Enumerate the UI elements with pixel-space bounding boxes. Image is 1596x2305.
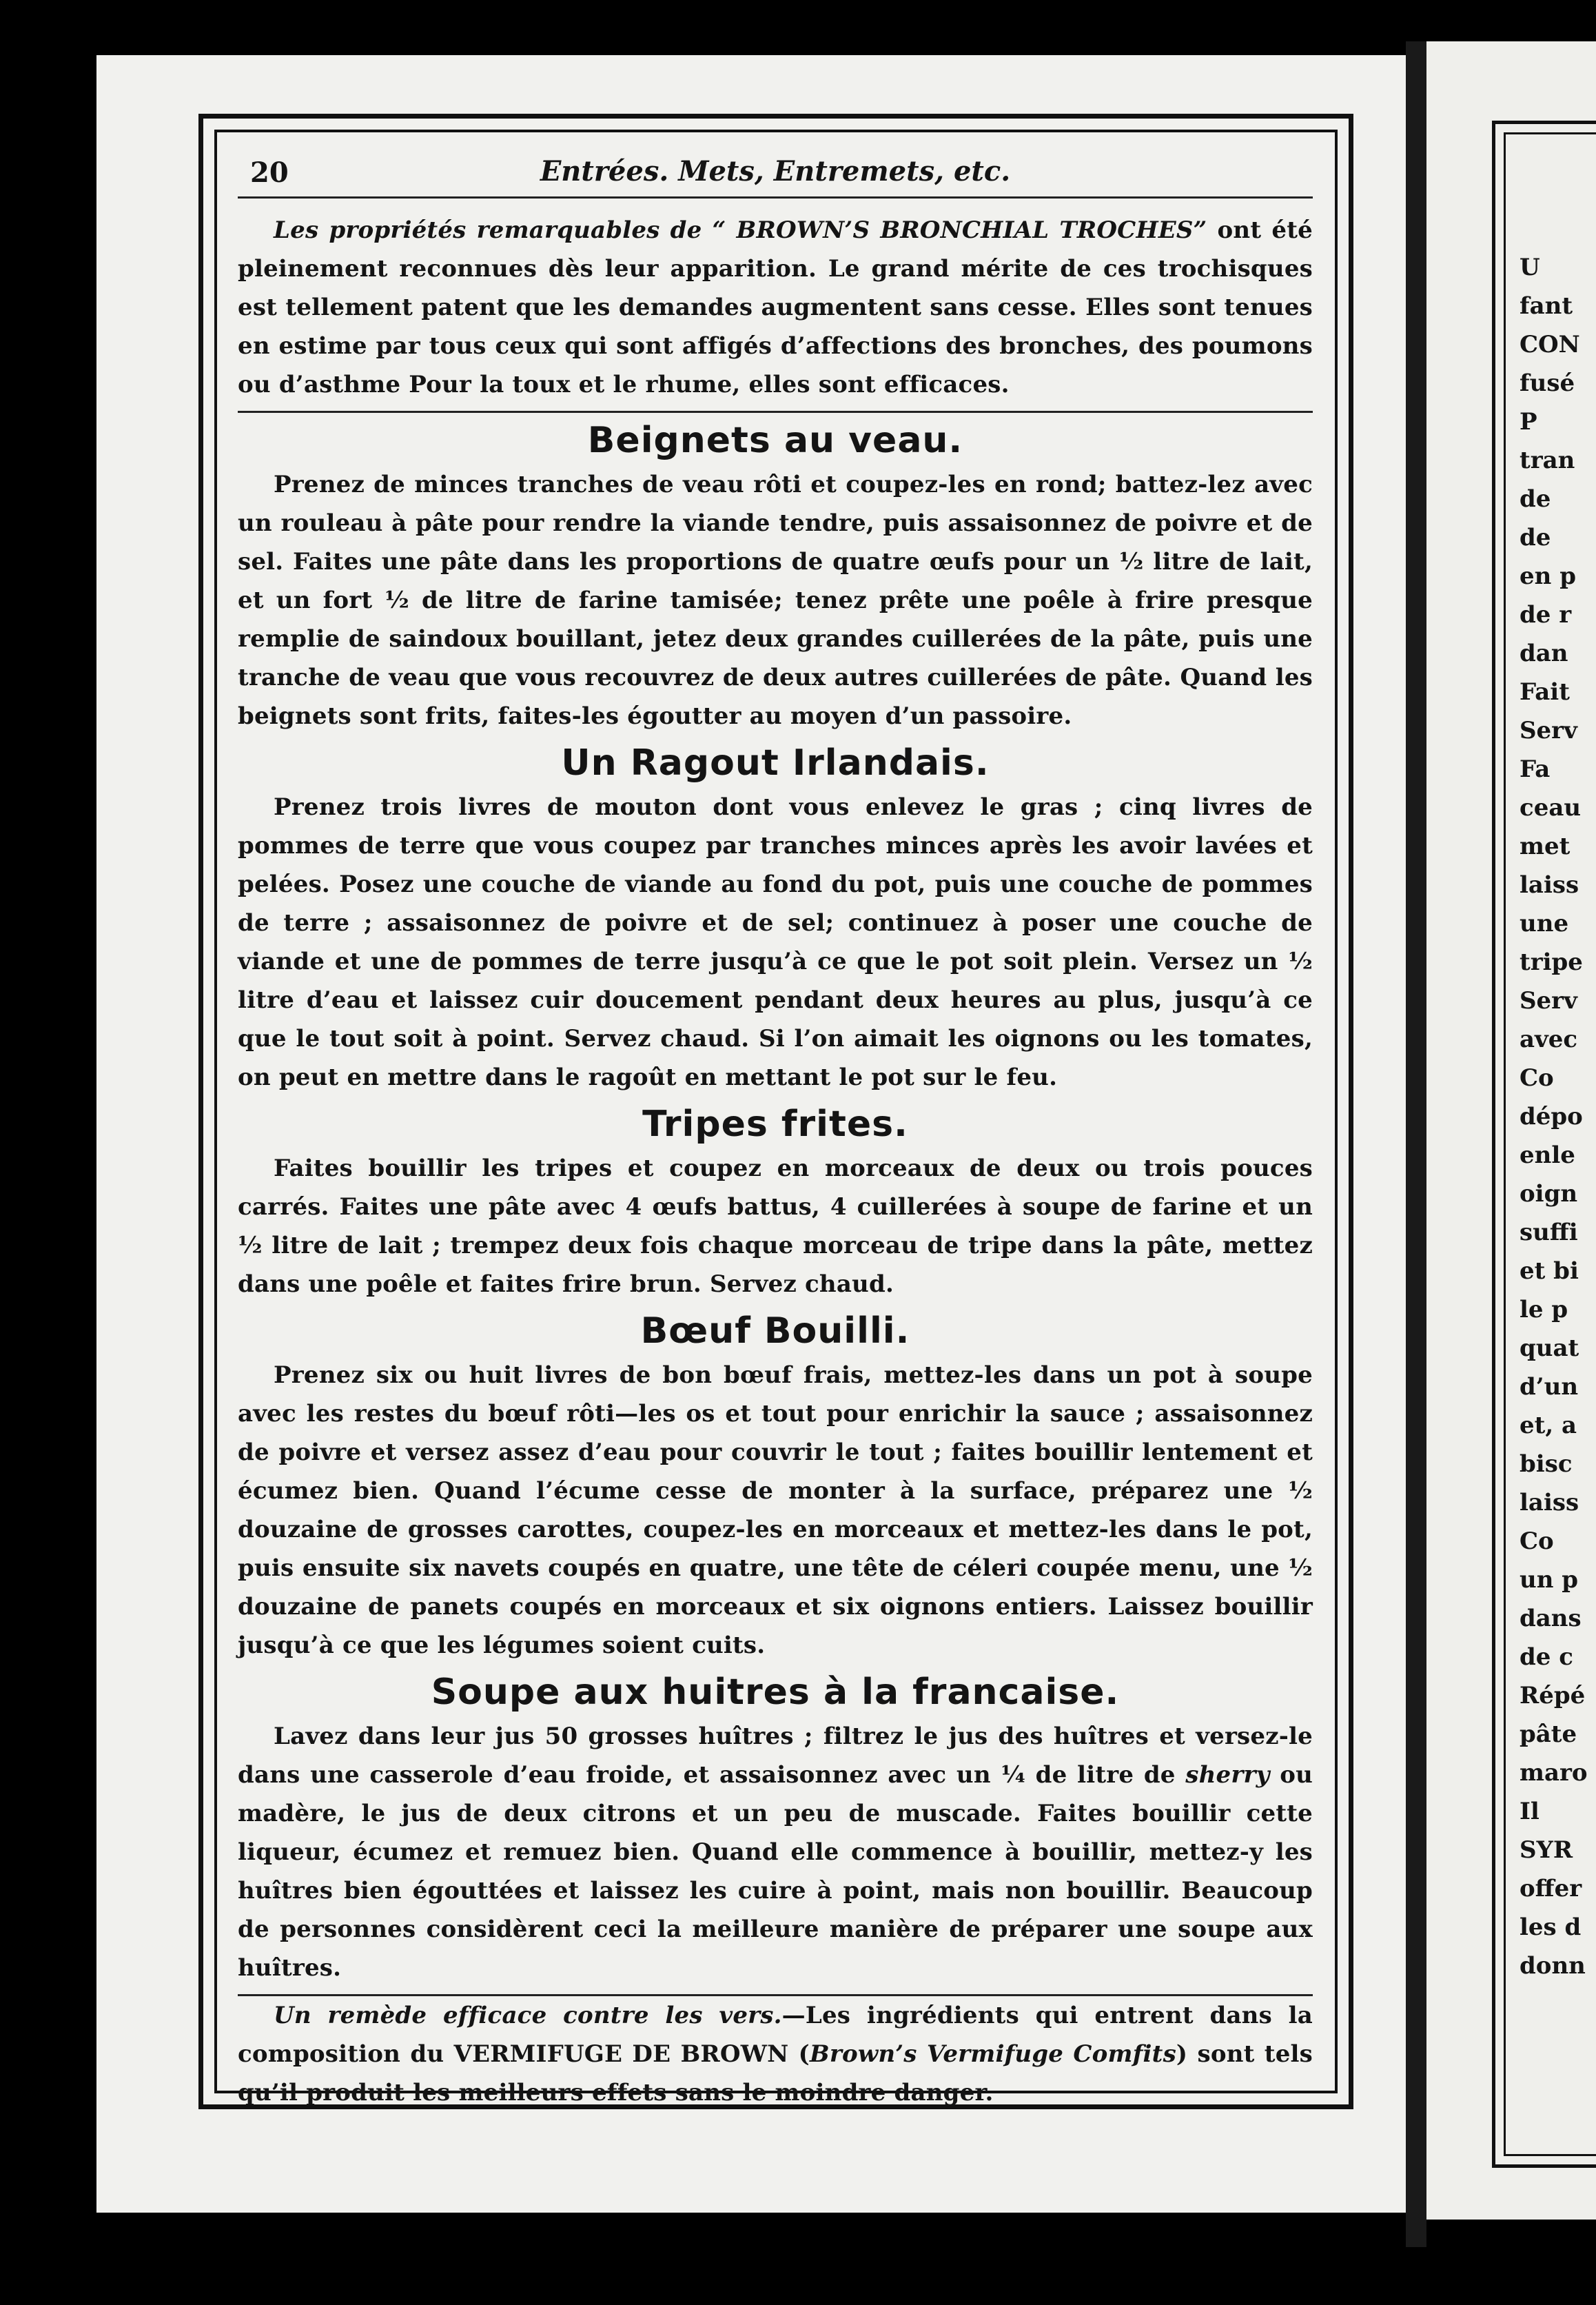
recipe-text: Prenez trois livres de mouton dont vous enlevez le gras ; cinq livres de pommes de terre que vous coupez par tranches minces après les avoir lavées et pelées. Posez une couche de viande au fond du pot, puis une couche de pommes de terre ; assaisonnez de poivre et de sel; continuez à poser une couche de viande et une de pommes de terre jusqu’à ce que le pot soit plein. Versez un ½ litre d’eau et laissez cuir doucement pendant deux heures au plus, jusqu’à ce que le tout soit à point. Servez chaud. Si l’on aimait les oignons ou les tomates, on peut en mettre dans le ragoût en mettant le pot sur le feu. (238, 793, 1313, 1091)
recipe-text: Faites bouillir les tripes et coupez en morceaux de deux ou trois pouces carrés. Faites une pâte avec 4 œufs battus, 4 cuillerées à soupe de farine et un ½ litre de lait ; trempez deux fois chaque morceau de tripe dans la pâte, mettez dans une poêle et faites frire brun. Servez chaud. (238, 1155, 1313, 1298)
ad-lead: Un remède efficace contre les vers. (274, 2002, 782, 2029)
recipe-text: Prenez six ou huit livres de bon bœuf frais, mettez-les dans un pot à soupe avec les restes du bœuf rôti—les os et tout pour enrichir la sauce ; assaisonnez de poivre et versez assez d’eau pour couvrir le tout ; faites bouillir lentement et écumez bien. Quand l’écume cesse de monter à la surface, préparez une ½ douzaine de grosses carottes, coupez-les en morceaux et mettez-les dans le pot, puis ensuite six navets coupés en quatre, une tête de céleri coupée menu, une ½ douzaine de panets coupés en morceaux et six oignons entiers. Laissez bouillir jusqu’à ce que les légumes soient cuits. (238, 1361, 1313, 1659)
page-content (238, 148, 1313, 2112)
advertisement-bottom (238, 1996, 1313, 2112)
adjacent-page-text: U fant CON fusé P tran de de en p de r dan Fait Serv Fa ceau met laiss une tripe Serv avec Co dépo enle oign suffi et bi le p quat d’un et, a bisc laiss Co un p dans de c Répé pâte maro Il SYR offer les d donn (1520, 254, 1588, 1980)
recipe-text: Prenez de minces tranches de veau rôti et coupez-les en rond; battez-lez avec un rouleau à pâte pour rendre la viande tendre, puis assaisonnez de poivre et de sel. Faites une pâte dans les proportions de quatre œufs pour un ½ litre de lait, et un fort ½ de litre de farine tamisée; tenez prête une poêle à frire presque remplie de saindoux bouillant, jetez deux grandes cuillerées de la pâte, puis une tranche de veau que vous recouvrez de deux autres cuillerées de pâte. Quand les beignets sont frits, faites-les égoutter au moyen d’un passoire. (238, 471, 1313, 730)
ad-text: —Les ingrédients qui entrent dans la composition du VERMIFUGE DE BROWN ( (238, 2002, 1313, 2068)
page-gutter (1406, 41, 1426, 2247)
recipe-soupe (238, 1669, 1313, 1987)
divider (238, 411, 1313, 413)
page-header (238, 148, 1313, 199)
running-title: Entrées. Mets, Entremets, etc. (540, 155, 1011, 187)
recipe-text (238, 1717, 1313, 1987)
recipe-boeuf (238, 1308, 1313, 1665)
ad-text: ont été pleinement reconnues dès leur apparition. Le grand mérite de ces trochisques est tellement patent que les demandes augmentent sans cesse. Elles sont tenues en estime par tous ceux qui sont affigés d’affections des bronches, des poumons ou d’asthme Pour la toux et le rhume, elles sont efficaces. (238, 216, 1313, 398)
recipe-ragout (238, 740, 1313, 1097)
recipe-title: Tripes frites. (642, 1104, 908, 1145)
adjacent-page (1426, 41, 1596, 2220)
ad-lead: Les propriétés remarquables de “ BROWN’S BRONCHIAL TROCHES” (274, 216, 1207, 244)
recipe-title: Un Ragout Irlandais. (561, 742, 990, 784)
ad-text: ) sont tels qu’il produit les meilleurs effets sans le moindre danger. (238, 2040, 1313, 2106)
recipe-title: Soupe aux huitres à la francaise. (431, 1672, 1120, 1713)
recipe-tripes (238, 1101, 1313, 1303)
ad-text-emphasis: Brown’s Vermifuge Comfits (809, 2040, 1176, 2068)
recipe-title: Beignets au veau. (587, 420, 963, 461)
recipe-text-part: ou madère, le jus de deux citrons et un peu de muscade. Faites bouillir cette liqueur, écumez et remuez bien. Quand elle commence à bouillir, mettez-y les huîtres bien égouttées et laissez les cuire à point, mais non bouillir. Beaucoup de personnes considèrent ceci la meilleure manière de préparer une soupe aux huîtres. (238, 1761, 1313, 1982)
recipe-text-emphasis: sherry (1185, 1761, 1270, 1789)
page-number: 20 (250, 156, 289, 189)
recipe-text-part: Lavez dans leur jus 50 grosses huîtres ; filtrez le jus des huîtres et versez-le dans une casserole d’eau froide, et assaisonnez avec un ¼ de litre de (238, 1723, 1313, 1789)
recipe-beignets (238, 417, 1313, 735)
recipe-title: Bœuf Bouilli. (640, 1310, 910, 1352)
advertisement-top (238, 211, 1313, 404)
